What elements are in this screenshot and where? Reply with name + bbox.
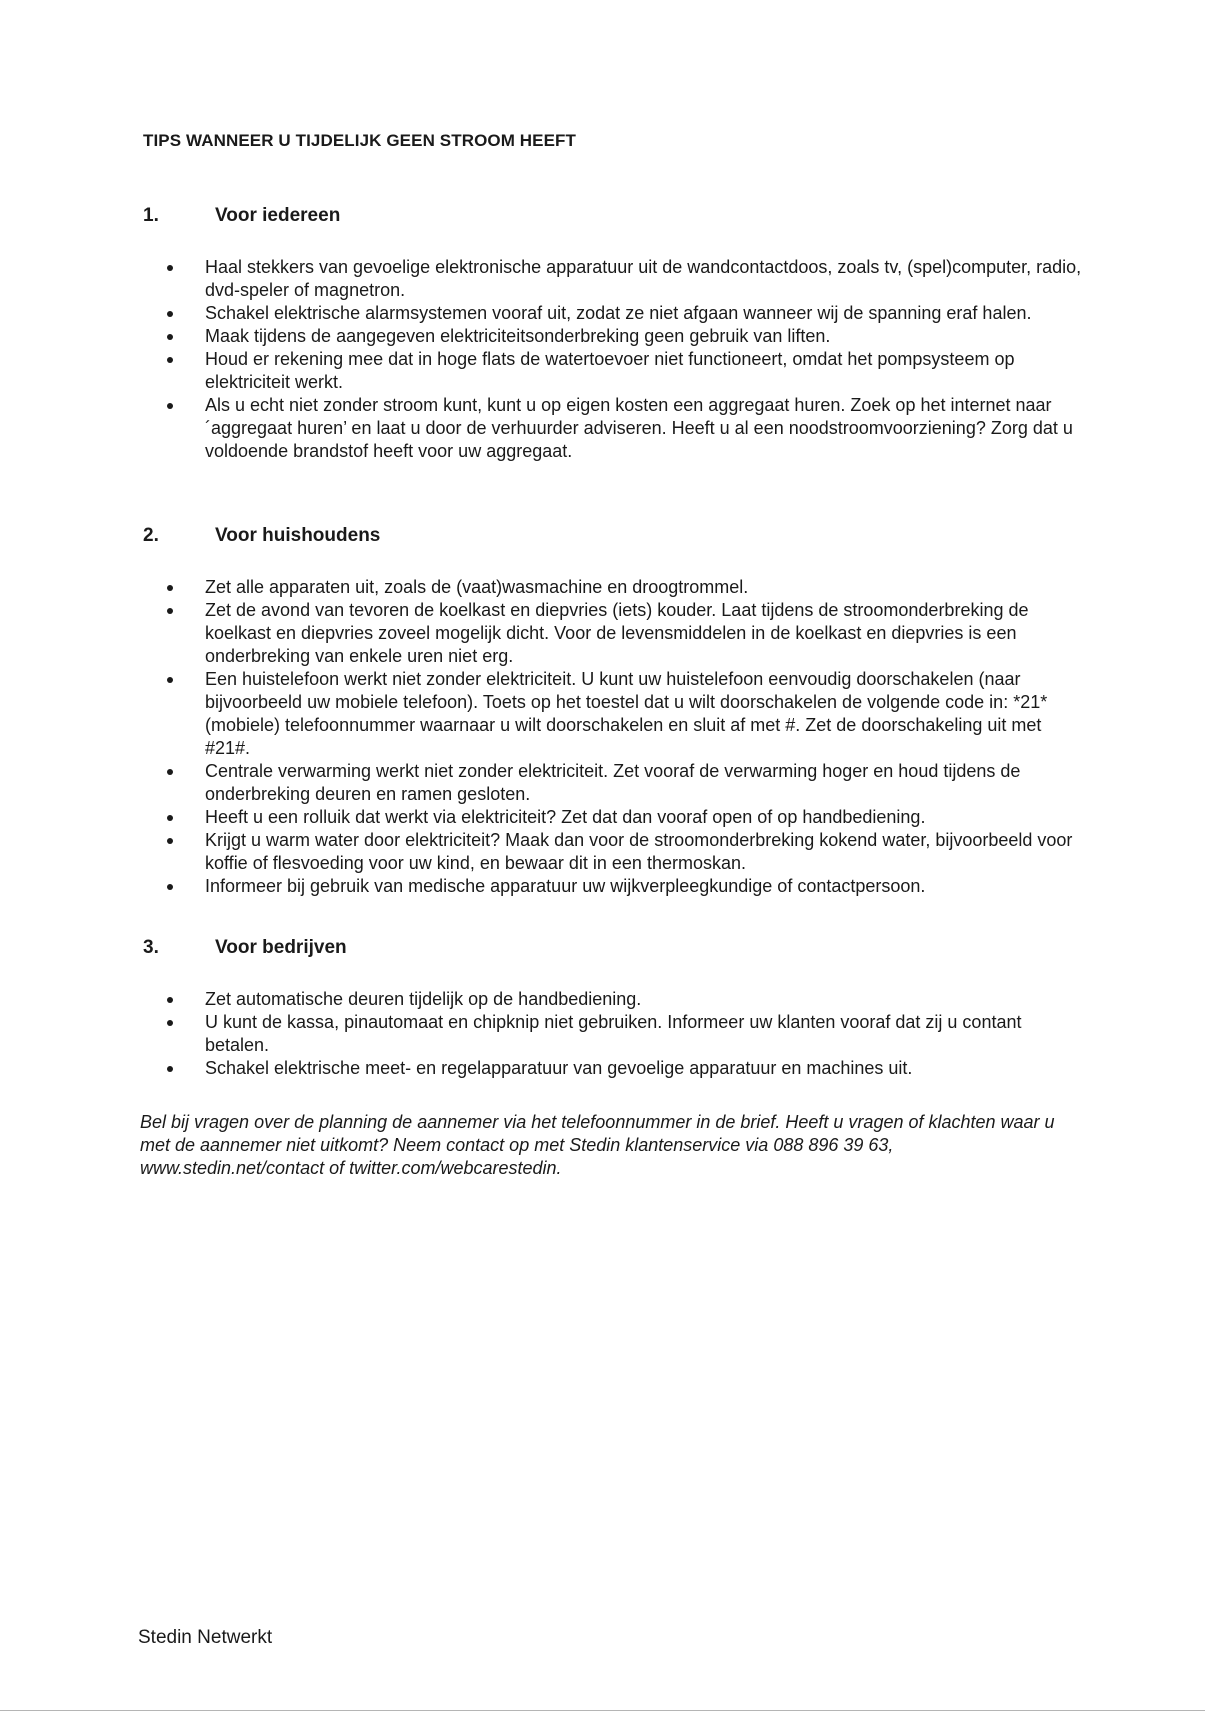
bullet-icon <box>167 769 173 775</box>
section-title: Voor iedereen <box>215 205 341 226</box>
bullet-icon <box>167 677 173 683</box>
list-item: Schakel elektrische meet- en regelapparatuur van gevoelige apparatuur en machines uit. <box>165 1057 1085 1080</box>
document-title: TIPS WANNEER U TIJDELIJK GEEN STROOM HEEFT <box>143 131 577 150</box>
section-heading-voor-bedrijven <box>143 937 347 959</box>
bullet-icon <box>167 265 173 271</box>
bullet-icon <box>167 334 173 340</box>
list-item: Maak tijdens de aangegeven elektriciteitsonderbreking geen gebruik van liften. <box>165 325 1085 348</box>
section-title: Voor bedrijven <box>215 937 347 958</box>
bullet-icon <box>167 1066 173 1072</box>
bullet-icon <box>167 403 173 409</box>
bullet-icon <box>167 815 173 821</box>
list-item: Als u echt niet zonder stroom kunt, kunt u op eigen kosten een aggregaat huren. Zoek op het internet naar ´aggregaat huren’ en laat u door de verhuurder adviseren. Heeft u al een noodstroomvoorziening? Zorg dat u voldoende brandstof heeft voor uw aggregaat. <box>165 394 1085 463</box>
bullet-icon <box>167 997 173 1003</box>
section-1-list <box>165 256 1085 463</box>
section-title: Voor huishoudens <box>215 525 381 546</box>
list-item: Centrale verwarming werkt niet zonder elektriciteit. Zet vooraf de verwarming hoger en houd tijdens de onderbreking deuren en ramen gesloten. <box>165 760 1085 806</box>
list-item: Krijgt u warm water door elektriciteit? Maak dan voor de stroomonderbreking kokend water, bijvoorbeeld voor koffie of flesvoeding voor uw kind, en bewaar dit in een thermoskan. <box>165 829 1085 875</box>
bullet-icon <box>167 608 173 614</box>
list-item: Zet alle apparaten uit, zoals de (vaat)wasmachine en droogtrommel. <box>165 576 1085 599</box>
bullet-icon <box>167 838 173 844</box>
section-heading-voor-huishoudens <box>143 525 380 547</box>
list-item: Houd er rekening mee dat in hoge flats de watertoevoer niet functioneert, omdat het pompsysteem op elektriciteit werkt. <box>165 348 1085 394</box>
list-item: Een huistelefoon werkt niet zonder elektriciteit. U kunt uw huistelefoon eenvoudig doorschakelen (naar bijvoorbeeld uw mobiele telefoon). Toets op het toestel dat u wilt doorschakelen de volgende code in: *21*(mobiele) telefoonnummer waarnaar u wilt doorschakelen en sluit af met #. Zet de doorschakeling uit met #21#. <box>165 668 1085 760</box>
list-item: Schakel elektrische alarmsystemen vooraf uit, zodat ze niet afgaan wanneer wij de spanning eraf halen. <box>165 302 1085 325</box>
footer-organisation: Stedin Netwerkt <box>138 1627 273 1648</box>
list-item: U kunt de kassa, pinautomaat en chipknip niet gebruiken. Informeer uw klanten vooraf dat zij u contant betalen. <box>165 1011 1085 1057</box>
section-number: 2. <box>143 525 159 546</box>
closing-note: Bel bij vragen over de planning de aannemer via het telefoonnummer in de brief. Heeft u vragen of klachten waar u met de aannemer niet uitkomt? Neem contact op met Stedin klantenservice via 088 896 39 63, www.stedin.net/contact of twitter.com/webcarestedin. <box>140 1112 1055 1178</box>
section-2-list <box>165 576 1085 898</box>
bullet-icon <box>167 357 173 363</box>
bullet-icon <box>167 585 173 591</box>
section-3-list <box>165 988 1085 1080</box>
bullet-icon <box>167 1020 173 1026</box>
list-item: Zet automatische deuren tijdelijk op de handbediening. <box>165 988 1085 1011</box>
list-item: Heeft u een rolluik dat werkt via elektriciteit? Zet dat dan vooraf open of op handbediening. <box>165 806 1085 829</box>
list-item: Haal stekkers van gevoelige elektronische apparatuur uit de wandcontactdoos, zoals tv, (spel)computer, radio, dvd-speler of magnetron. <box>165 256 1085 302</box>
bullet-icon <box>167 311 173 317</box>
list-item: Informeer bij gebruik van medische apparatuur uw wijkverpleegkundige of contactpersoon. <box>165 875 1085 898</box>
section-number: 3. <box>143 937 159 958</box>
list-item: Zet de avond van tevoren de koelkast en diepvries (iets) kouder. Laat tijdens de stroomonderbreking de koelkast en diepvries zoveel mogelijk dicht. Voor de levensmiddelen in de koelkast en diepvries is een onderbreking van enkele uren niet erg. <box>165 599 1085 668</box>
bullet-icon <box>167 884 173 890</box>
section-number: 1. <box>143 205 159 226</box>
scan-edge-divider <box>0 1710 1205 1711</box>
section-heading-voor-iedereen <box>143 205 340 227</box>
